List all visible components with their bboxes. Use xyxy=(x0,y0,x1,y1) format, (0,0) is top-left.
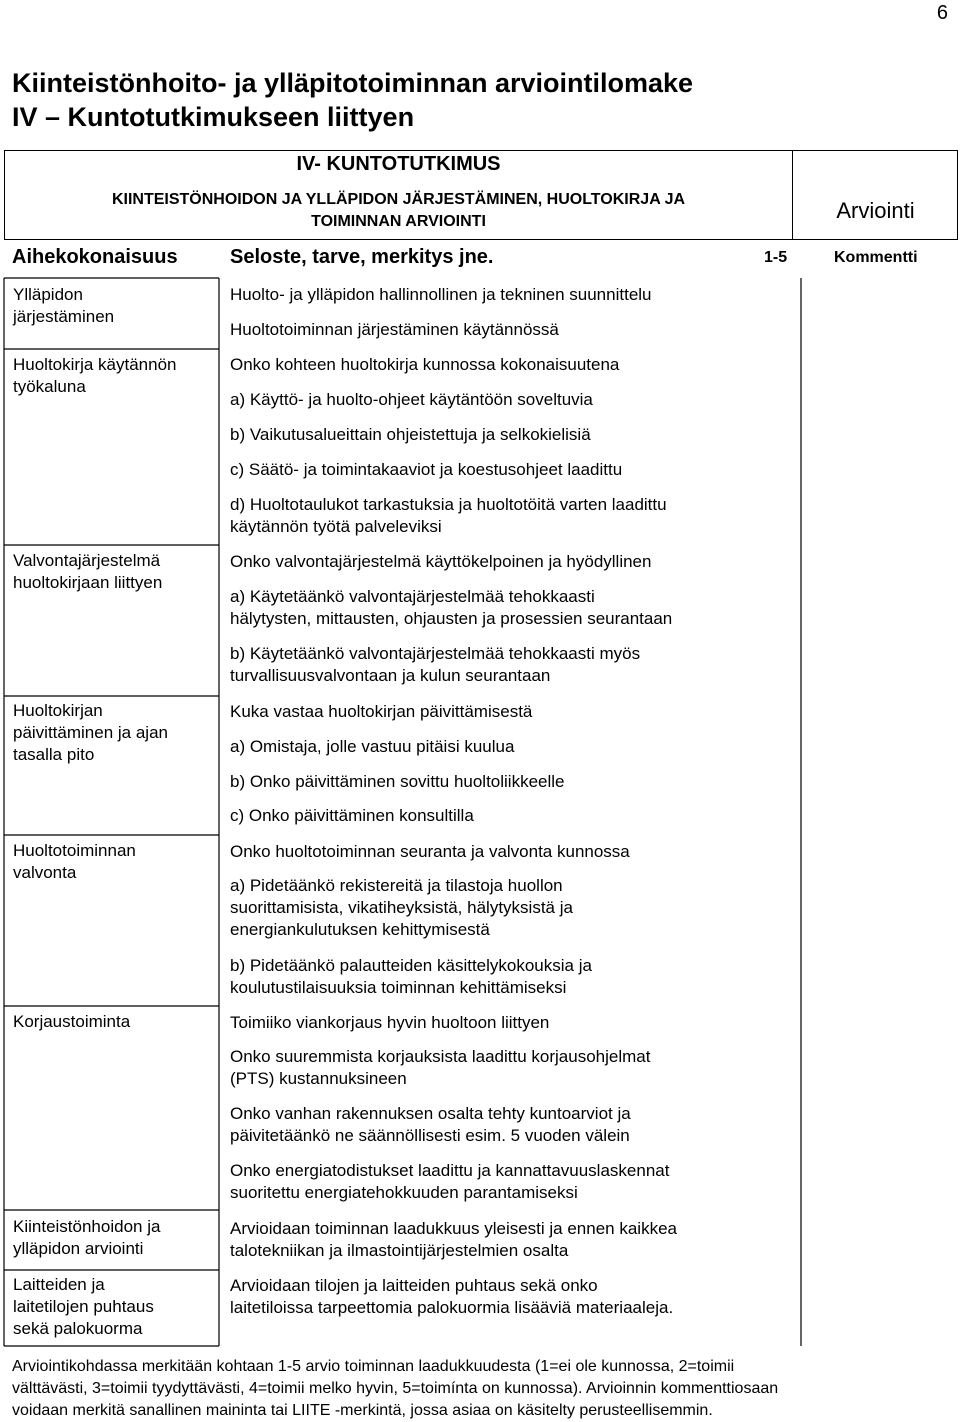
topic-line: Ylläpidon xyxy=(13,285,83,304)
criterion-line: päivitetäänkö ne säännöllisesti esim. 5 vuoden välein xyxy=(230,1126,630,1145)
criterion-line: Onko valvontajärjestelmä käyttökelpoinen ja hyödyllinen xyxy=(230,552,652,571)
criterion-line: b) Käytetäänkö valvontajärjestelmää tehokkaasti myös xyxy=(230,644,641,663)
topic-line: tasalla pito xyxy=(13,745,95,764)
criterion-row xyxy=(230,494,667,538)
topic-line: huoltokirjaan liittyen xyxy=(13,573,163,592)
criterion-line: energiankulutuksen kehittymisestä xyxy=(230,920,490,939)
topic-cell xyxy=(13,700,168,766)
criterion-line: a) Käytetäänkö valvontajärjestelmää tehokkaasti xyxy=(230,587,595,606)
criterion-row xyxy=(230,875,573,941)
topic-line: Huoltokirja käytännön xyxy=(13,355,177,374)
page-title xyxy=(12,66,693,134)
criterion-row xyxy=(230,354,619,376)
title-line-1: Kiinteistönhoito- ja ylläpitotoiminnan arviointilomake xyxy=(12,68,694,98)
criterion-row xyxy=(230,955,592,999)
page-number: 6 xyxy=(936,2,948,24)
arviointi-heading: Arviointi xyxy=(836,198,915,223)
topic-line: Huoltotoiminnan xyxy=(13,841,136,860)
criterion-row xyxy=(230,1012,549,1034)
topic-line: sekä palokuorma xyxy=(13,1319,143,1338)
topic-line: laitetilojen puhtaus xyxy=(13,1297,154,1316)
criterion-line: c) Säätö- ja toimintakaaviot ja koestusohjeet laadittu xyxy=(230,460,623,479)
criterion-row xyxy=(230,284,652,306)
criterion-line: b) Onko päivittäminen sovittu huoltoliikkeelle xyxy=(230,772,565,791)
criterion-line: Onko huoltotoiminnan seuranta ja valvonta kunnossa xyxy=(230,842,630,861)
criterion-line: talotekniikan ja ilmastointijärjestelmien osalta xyxy=(230,1241,569,1260)
column-header-topic: Aihekokonaisuus xyxy=(12,246,178,268)
criterion-row xyxy=(230,643,640,687)
criterion-row xyxy=(230,586,672,630)
topic-line: ylläpidon arviointi xyxy=(13,1239,144,1258)
criterion-line: suoritettu energiatehokkuuden parantamiseksi xyxy=(230,1183,578,1202)
topic-cell xyxy=(13,1011,130,1033)
criterion-line: d) Huoltotaulukot tarkastuksia ja huoltotöitä varten laadittu xyxy=(230,495,667,514)
criterion-line: a) Omistaja, jolle vastuu pitäisi kuulua xyxy=(230,737,515,756)
topic-line: Huoltokirjan xyxy=(13,701,103,720)
topic-line: Valvontajärjestelmä xyxy=(13,551,161,570)
criterion-line: c) Onko päivittäminen konsultilla xyxy=(230,806,474,825)
criterion-line: Onko suuremmista korjauksista laadittu korjausohjelmat xyxy=(230,1047,651,1066)
criterion-row xyxy=(230,1275,673,1319)
criterion-line: hälytysten, mittausten, ohjausten ja prosessien seurantaan xyxy=(230,609,673,628)
criterion-line: a) Käyttö- ja huolto-ohjeet käytäntöön soveltuvia xyxy=(230,390,593,409)
criterion-row xyxy=(230,1046,650,1090)
criterion-line: Onko kohteen huoltokirja kunnossa kokonaisuutena xyxy=(230,355,620,374)
criterion-line: Onko vanhan rakennuksen osalta tehty kuntoarviot ja xyxy=(230,1104,631,1123)
criterion-row xyxy=(230,701,532,723)
section-heading: IV- KUNTOTUTKIMUS xyxy=(296,153,501,175)
topic-cell xyxy=(13,1274,154,1340)
criterion-line: b) Pidetäänkö palautteiden käsittelykokouksia ja xyxy=(230,956,592,975)
topic-line: päivittäminen ja ajan xyxy=(13,723,168,742)
topic-line: Kiinteistönhoidon ja xyxy=(13,1217,161,1236)
criterion-line: käytännön työtä palveleviksi xyxy=(230,517,442,536)
criterion-row xyxy=(230,771,565,793)
topic-cell xyxy=(13,550,162,594)
title-line-2: IV – Kuntotutkimukseen liittyen xyxy=(12,102,415,132)
criterion-line: Toimiiko viankorjaus hyvin huoltoon liittyen xyxy=(230,1013,550,1032)
topic-line: valvonta xyxy=(13,863,77,882)
criterion-row xyxy=(230,1218,677,1262)
criterion-row xyxy=(230,1160,669,1204)
footer-line: voidaan merkitä sanallinen maininta tai LIITE -merkintä, jossa asiaa on käsitelty perusteellisemmin. xyxy=(12,1402,713,1419)
footer-note xyxy=(12,1356,952,1422)
topic-line: työkaluna xyxy=(13,377,86,396)
footer-line: Arviointikohdassa merkitään kohtaan 1-5 arvio toiminnan laadukkuudesta (1=ei ole kunnossa, 2=toimii xyxy=(12,1358,735,1375)
footer-line: välttävästi, 3=toimii tyydyttävästi, 4=toimii melko hyvin, 5=toimínta on kunnossa). Arvioinnin kommenttiosaan xyxy=(12,1380,779,1397)
subheading-line-2: TOIMINNAN ARVIOINTI xyxy=(311,213,486,230)
criterion-row xyxy=(230,805,474,827)
criterion-row xyxy=(230,551,651,573)
topic-cell xyxy=(13,1216,160,1260)
criterion-line: b) Vaikutusalueittain ohjeistettuja ja selkokielisiä xyxy=(230,425,591,444)
topic-cell xyxy=(13,354,176,398)
criterion-row xyxy=(230,1103,631,1147)
subheading-line-1: KIINTEISTÖNHOIDON JA YLLÄPIDON JÄRJESTÄMINEN, HUOLTOKIRJA JA xyxy=(111,191,686,208)
column-header-description: Seloste, tarve, merkitys jne. xyxy=(230,246,494,268)
topic-line: Korjaustoiminta xyxy=(13,1012,131,1031)
criterion-line: Kuka vastaa huoltokirjan päivittämisestä xyxy=(230,702,533,721)
criterion-line: turvallisuusvalvontaan ja kulun seurantaan xyxy=(230,666,551,685)
column-header-score: 1-5 xyxy=(764,249,788,266)
criterion-line: a) Pidetäänkö rekistereitä ja tilastoja huollon xyxy=(230,876,563,895)
criterion-row xyxy=(230,319,559,341)
criterion-line: Arvioidaan toiminnan laadukkuus yleisesti ja ennen kaikkea xyxy=(230,1219,677,1238)
criterion-line: (PTS) kustannuksineen xyxy=(230,1069,407,1088)
criterion-line: Huoltotoiminnan järjestäminen käytännössä xyxy=(230,320,559,339)
topic-cell xyxy=(13,840,136,884)
section-subheading xyxy=(5,189,792,233)
criterion-row xyxy=(230,389,593,411)
topic-line: Laitteiden ja xyxy=(13,1275,105,1294)
criterion-line: Onko energiatodistukset laadittu ja kannattavuuslaskennat xyxy=(230,1161,670,1180)
criterion-line: Arvioidaan tilojen ja laitteiden puhtaus sekä onko xyxy=(230,1276,598,1295)
topic-line: järjestäminen xyxy=(13,307,115,326)
criterion-row xyxy=(230,424,591,446)
column-header-comment: Kommentti xyxy=(834,249,918,266)
criterion-row xyxy=(230,459,622,481)
criterion-line: koulutustilaisuuksia toiminnan kehittämiseksi xyxy=(230,978,567,997)
criterion-line: laitetiloissa tarpeettomia palokuormia lisääviä materiaaleja. xyxy=(230,1298,674,1317)
form-header xyxy=(4,150,958,240)
criterion-line: Huolto- ja ylläpidon hallinnollinen ja tekninen suunnittelu xyxy=(230,285,652,304)
criterion-row xyxy=(230,841,630,863)
criterion-row xyxy=(230,736,514,758)
topic-cell xyxy=(13,284,114,328)
criterion-line: suorittamisista, vikatiheyksistä, hälytyksistä ja xyxy=(230,898,573,917)
